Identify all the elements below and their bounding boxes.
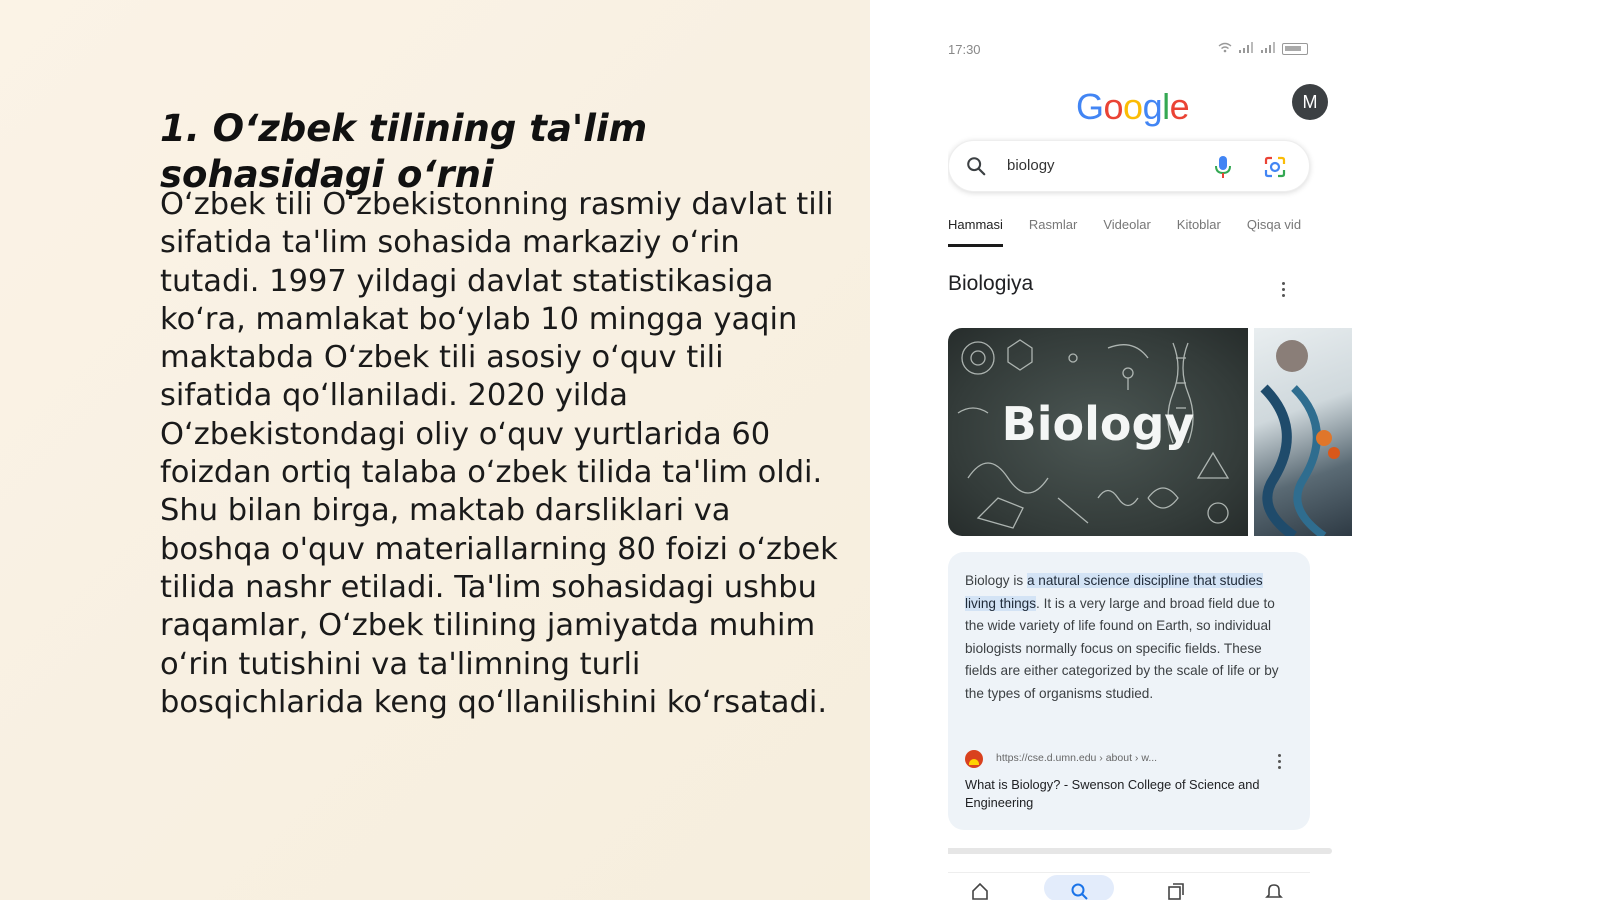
search-icon — [965, 155, 987, 177]
chalkboard-doodles — [948, 328, 1248, 536]
source-url[interactable]: https://cse.d.umn.edu › about › w... — [996, 752, 1158, 764]
dna-illustration — [1254, 328, 1352, 536]
signal-icon — [1260, 42, 1276, 56]
logo-letter: G — [1076, 86, 1104, 127]
tabs-icon[interactable] — [1166, 881, 1186, 900]
home-icon[interactable] — [970, 881, 990, 900]
slide-title: 1. O‘zbek tilining ta'lim sohasidagi o‘rni — [160, 107, 648, 196]
chalkboard-title: Biology — [1001, 397, 1195, 451]
tab-videos[interactable]: Videolar — [1103, 217, 1151, 232]
status-icons — [1218, 42, 1308, 56]
biology-chalkboard-image[interactable] — [948, 328, 1248, 536]
microphone-icon[interactable] — [1211, 154, 1235, 180]
tab-all[interactable]: Hammasi — [948, 217, 1003, 247]
lens-icon[interactable] — [1263, 155, 1287, 179]
source-title-link[interactable]: What is Biology? - Swenson College of Science and Engineering — [965, 777, 1260, 810]
tab-books[interactable]: Kitoblar — [1176, 217, 1221, 232]
tab-images[interactable]: Rasmlar — [1028, 217, 1078, 232]
tab-short-videos[interactable]: Qisqa vid — [1246, 217, 1302, 232]
knowledge-card — [948, 552, 1310, 830]
description-highlight: a natural science discipline that studies living things — [965, 573, 1263, 611]
search-tabs — [948, 217, 1320, 247]
account-avatar[interactable]: M — [1292, 84, 1328, 120]
description-prefix: Biology is — [965, 573, 1027, 588]
more-options-icon[interactable] — [1276, 280, 1290, 298]
logo-letter: g — [1142, 86, 1163, 127]
slide-body-text: O‘zbek tili O‘zbekistonning rasmiy davlat tili sifatida ta'lim sohasida markaziy o‘rin tutadi. 1997 yildagi davlat statistikasiga ko‘ra, mamlakat bo‘ylab 10 mingga yaqin maktabda O‘zbek tili asosiy o‘quv tili sifatida qo‘llaniladi. 2020 yilda O‘zbekistondagi oliy o‘quv yurtlarida 60 foizdan ortiq talaba o‘zbek tilida ta'lim oldi. Shu bilan birga, maktab darsliklari va boshqa o'quv materiallarning 80 foizi o‘zbek tilida nashr etiladi. Ta'lim sohasidagi ushbu raqamlar, O‘zbek tilining jamiyatda muhim o‘rin tutishini va ta'limning turli bosqichlarida keng qo‘llanilishini ko‘rsatadi. — [160, 187, 838, 720]
google-logo — [1076, 86, 1189, 128]
signal-icon — [1238, 42, 1254, 56]
description-rest: . It is a very large and broad field due to the wide variety of life found on Earth, so individual biologists normally focus on specific fields. These fields are either categorized by the scale of life or by the types of organisms studied. — [965, 595, 1279, 701]
battery-icon — [1282, 43, 1308, 55]
wifi-icon — [1218, 42, 1232, 56]
logo-letter: l — [1162, 86, 1170, 127]
logo-letter: e — [1169, 86, 1190, 127]
notifications-icon[interactable] — [1264, 881, 1284, 900]
search-input[interactable]: biology — [1007, 157, 1055, 174]
phone-screenshot — [948, 0, 1352, 900]
knowledge-description — [965, 570, 1295, 705]
search-icon[interactable] — [1069, 881, 1089, 900]
source-more-options-icon[interactable] — [1272, 752, 1286, 770]
biology-secondary-image[interactable] — [1254, 328, 1352, 536]
carousel-scrollbar[interactable] — [948, 848, 1332, 854]
bottom-navigation — [948, 872, 1310, 900]
logo-letter: o — [1103, 86, 1124, 127]
search-bar[interactable] — [948, 140, 1310, 192]
status-time: 17:30 — [948, 42, 981, 57]
logo-letter: o — [1123, 86, 1143, 127]
knowledge-panel-title: Biologiya — [948, 272, 1034, 295]
source-favicon-icon — [965, 750, 983, 768]
